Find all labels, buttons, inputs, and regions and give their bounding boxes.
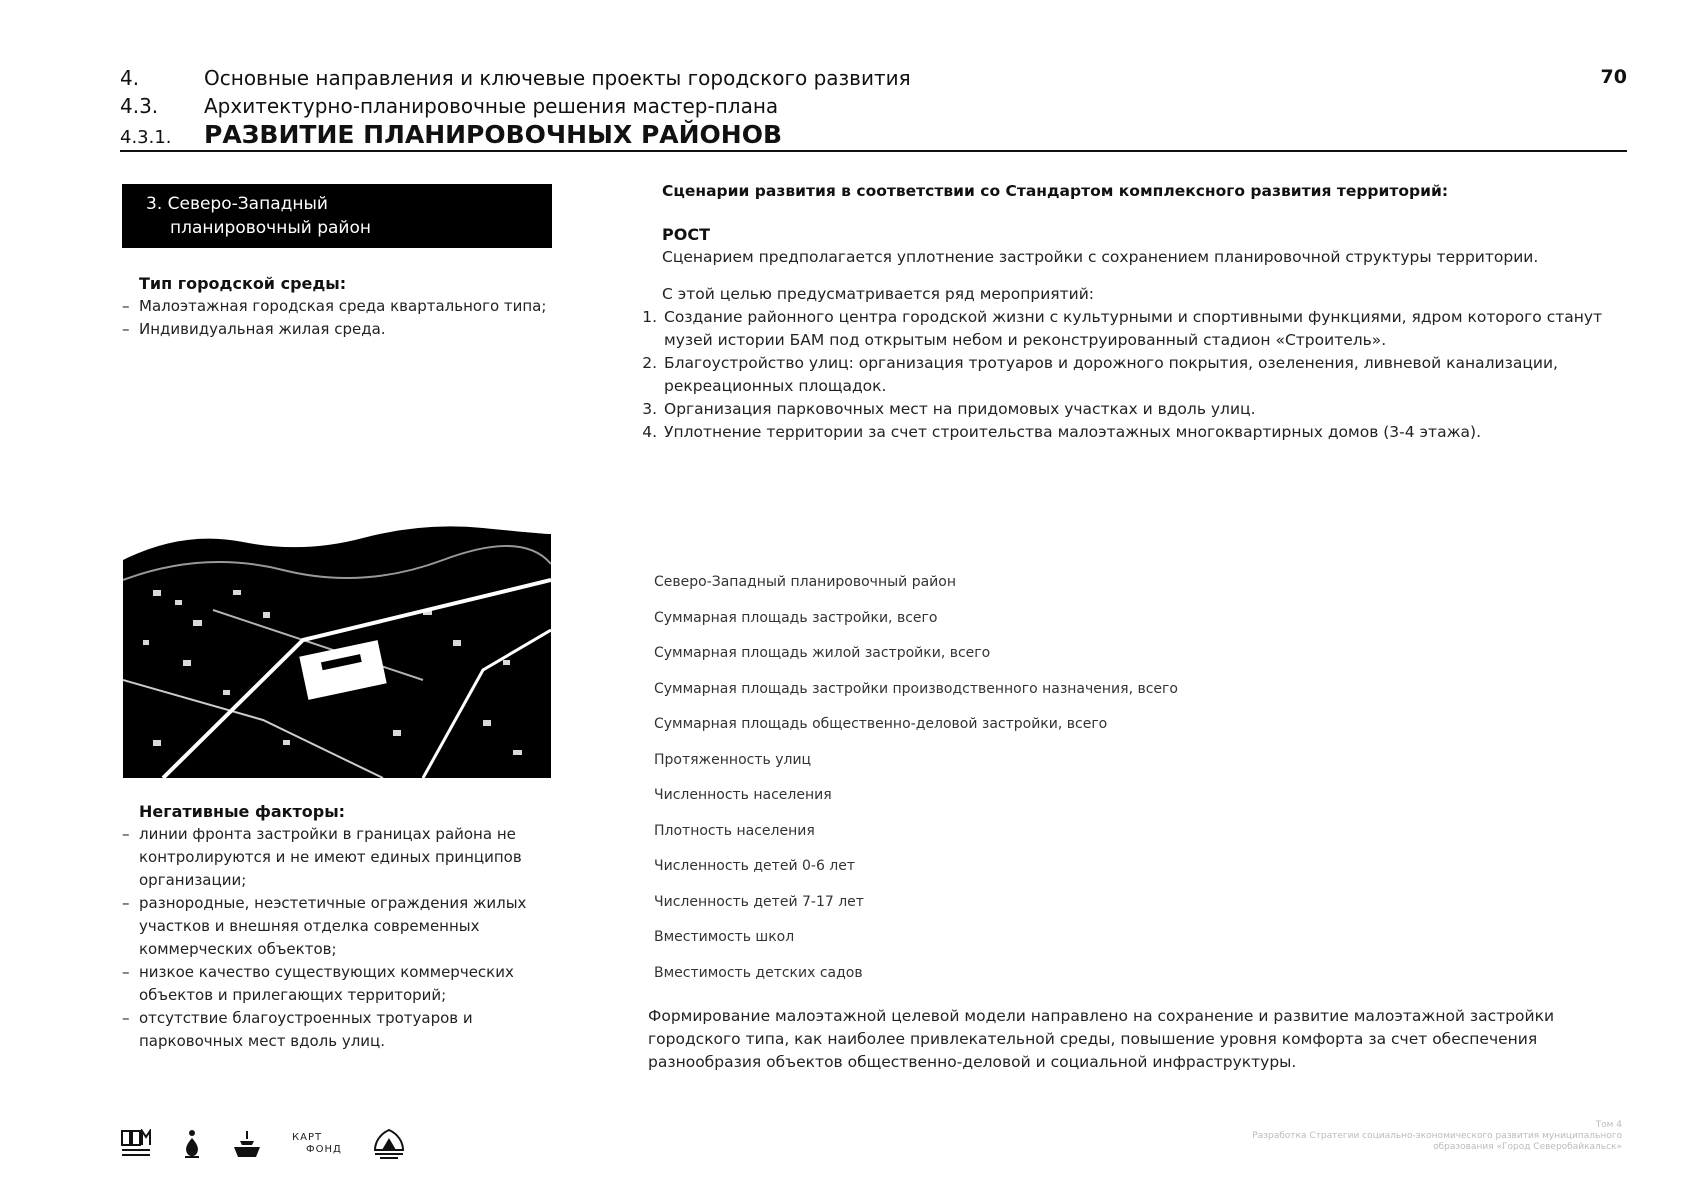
footer-project: Разработка Стратегии социально-экономического развития муниципального xyxy=(1252,1131,1622,1141)
list-item: – разнородные, неэстетичные ограждения жилых участков и внешняя отделка современных коммерческих объектов; xyxy=(122,892,562,961)
list-item: – низкое качество существующих коммерческих объектов и прилегающих территорий; xyxy=(122,961,562,1007)
list-item: 2. Благоустройство улиц: организация тротуаров и дорожного покрытия, озеленения, ливневой канализации, рекреационных площадок. xyxy=(662,352,1630,398)
header-line-1 xyxy=(120,66,911,90)
environment-type-list xyxy=(122,295,562,341)
table-row xyxy=(654,748,1214,784)
measures-list xyxy=(640,306,1630,444)
table-row xyxy=(654,677,1214,713)
indicator-label: Численность детей 0-6 лет xyxy=(654,858,856,874)
district-label xyxy=(122,184,552,248)
district-label-line-2: планировочный район xyxy=(170,218,371,238)
environment-type-title: Тип городской среды: xyxy=(139,274,347,293)
aerial-photo-graphic xyxy=(123,520,551,778)
footer-logos xyxy=(120,1124,406,1164)
list-item: 3. Организация парковочных мест на придомовых участках и вдоль улиц. xyxy=(662,398,1630,421)
table-row xyxy=(654,641,1214,677)
table-row xyxy=(654,854,1214,890)
page-title-text: РАЗВИТИЕ ПЛАНИРОВОЧНЫХ РАЙОНОВ xyxy=(204,120,783,149)
list-item: – Индивидуальная жилая среда. xyxy=(122,318,562,341)
negative-factors-title: Негативные факторы: xyxy=(139,802,346,821)
table-row xyxy=(654,570,1214,606)
indicator-label: Суммарная площадь жилой застройки, всего xyxy=(654,645,991,661)
table-row xyxy=(654,712,1214,748)
table-row xyxy=(654,961,1214,997)
list-item: 1. Создание районного центра городской жизни с культурными и спортивными функциями, ядром которого станут музей истории БАМ под открытым небом и реконструированный стадион «Строитель». xyxy=(662,306,1630,352)
list-item: 4. Уплотнение территории за счет строительства малоэтажных многоквартирных домов (3-4 этажа). xyxy=(662,421,1630,444)
table-row xyxy=(654,819,1214,855)
fond-logo-line: ФОНД xyxy=(306,1144,342,1155)
kart-logo-line: КАРТ xyxy=(292,1132,323,1143)
table-row xyxy=(654,606,1214,642)
aerial-photo xyxy=(123,520,551,778)
indicator-label: Суммарная площадь общественно-деловой застройки, всего xyxy=(654,716,1108,732)
page-number: 70 xyxy=(1600,66,1627,88)
indicators-table xyxy=(654,570,1214,996)
header-line-2-text: Архитектурно-планировочные решения мастер-плана xyxy=(204,94,779,118)
footer-municipality: образования «Город Северобайкальск» xyxy=(1433,1142,1622,1152)
indicator-label: Вместимость школ xyxy=(654,929,795,945)
header-line-1-text: Основные направления и ключевые проекты городского развития xyxy=(204,66,911,90)
drop-logo-icon xyxy=(182,1129,202,1159)
boat-logo xyxy=(232,1126,262,1162)
district-label-line-1: 3. Северо-Западный xyxy=(146,194,328,214)
header-line-2-number: 4.3. xyxy=(120,94,159,118)
negative-factors-list xyxy=(122,823,562,1053)
emblem-logo xyxy=(372,1126,406,1162)
indicator-label: Суммарная площадь застройки производственного назначения, всего xyxy=(654,680,1178,697)
header-line-1-number: 4. xyxy=(120,66,140,90)
indicator-label: Численность населения xyxy=(654,787,832,803)
measures-intro: С этой целью предусматривается ряд мероприятий: xyxy=(662,285,1095,303)
development-scenarios-section xyxy=(640,180,1630,444)
target-model-summary: Формирование малоэтажной целевой модели направлено на сохранение и развитие малоэтажной застройки городского типа, как наиболее привлекательной среды, повышение уровня комфорта за счет обеспечения разнообразия объектов общественно-деловой и социальной инфраструктуры. xyxy=(648,1007,1555,1071)
indicator-label: Численность детей 7-17 лет xyxy=(654,893,864,910)
list-item: – линии фронта застройки в границах района не контролируются и не имеют единых принципов организации; xyxy=(122,823,562,892)
table-row xyxy=(654,890,1214,926)
growth-scenario-description: Сценарием предполагается уплотнение застройки с сохранением планировочной структуры территории. xyxy=(662,248,1539,266)
growth-scenario-title: РОСТ xyxy=(662,225,710,244)
drop-logo xyxy=(182,1126,202,1162)
table-row xyxy=(654,783,1214,819)
page-title xyxy=(120,120,782,149)
boat-logo-icon xyxy=(232,1129,262,1159)
header-divider xyxy=(120,150,1627,152)
indicator-label: Протяженность улиц xyxy=(654,751,812,768)
dom-logo xyxy=(120,1126,152,1162)
kart-fond-logo xyxy=(292,1126,342,1162)
indicator-label: Северо-Западный планировочный район xyxy=(654,574,956,590)
indicator-label: Вместимость детских садов xyxy=(654,964,863,981)
environment-type-section xyxy=(122,272,562,341)
page-title-number: 4.3.1. xyxy=(120,127,172,148)
header-line-2 xyxy=(120,94,778,118)
negative-factors-section xyxy=(122,800,562,1053)
list-item: – Малоэтажная городская среда квартального типа; xyxy=(122,295,562,318)
scenarios-title: Сценарии развития в соответствии со Стандартом комплексного развития территорий: xyxy=(662,182,1449,200)
indicator-label: Суммарная площадь застройки, всего xyxy=(654,609,938,626)
dom-logo-icon xyxy=(120,1129,152,1159)
footer-volume: Том 4 xyxy=(1595,1120,1622,1130)
emblem-logo-icon xyxy=(372,1128,406,1160)
table-row xyxy=(654,925,1214,961)
list-item: – отсутствие благоустроенных тротуаров и парковочных мест вдоль улиц. xyxy=(122,1007,562,1053)
indicator-label: Плотность населения xyxy=(654,822,815,839)
footer-note xyxy=(1202,1120,1622,1153)
